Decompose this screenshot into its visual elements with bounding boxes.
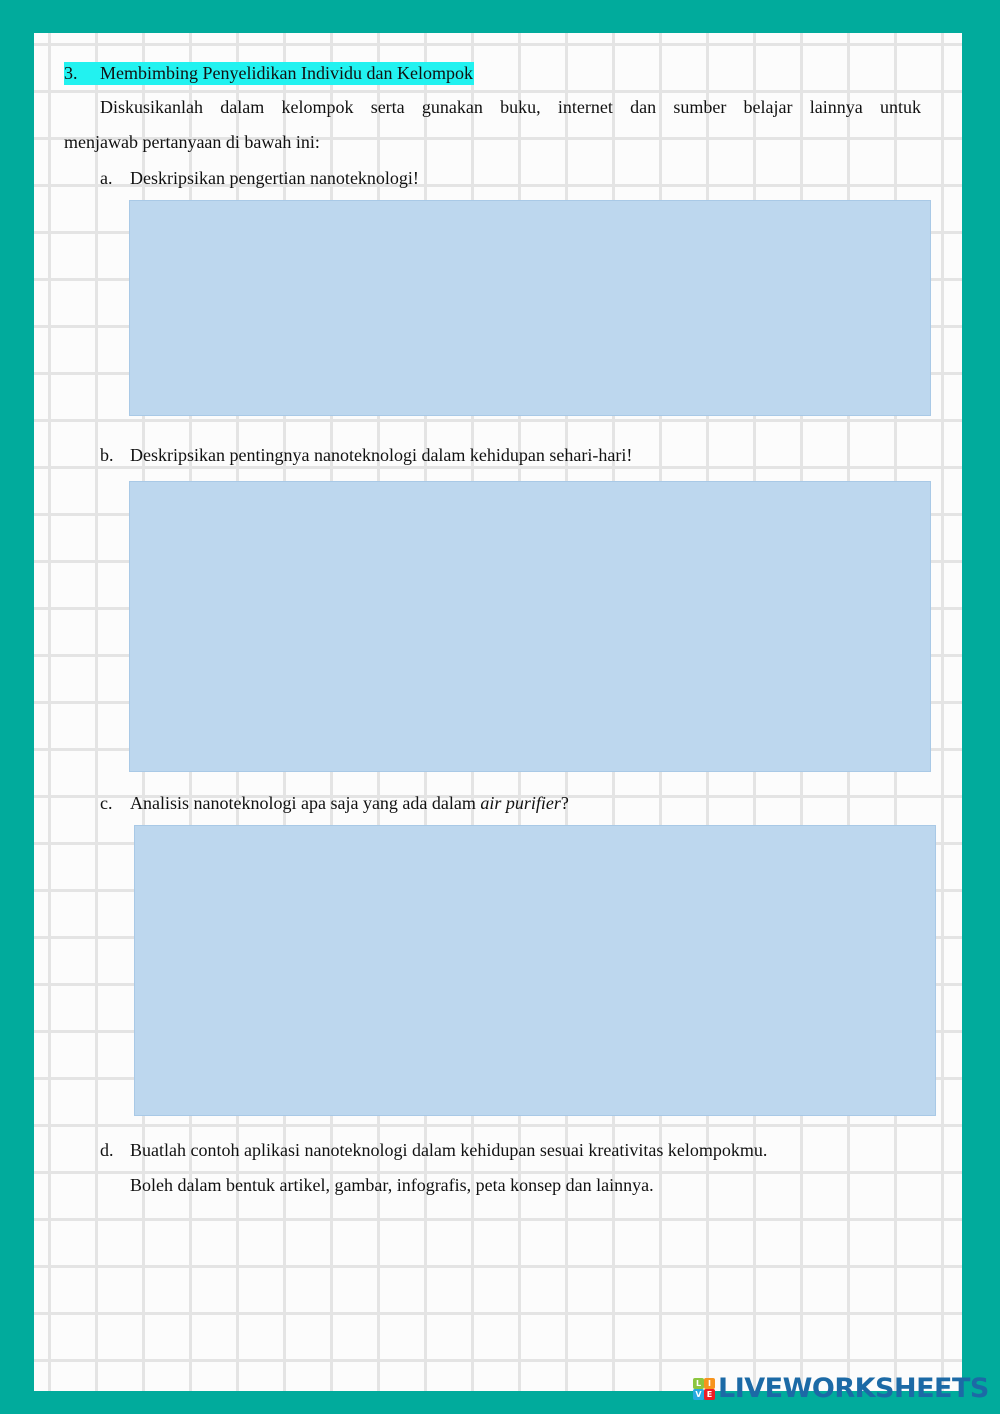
- question-letter: a.: [100, 168, 113, 188]
- section-heading: [64, 62, 474, 84]
- intro-line-1: Diskusikanlah dalam kelompok serta gunakan buku, internet dan sumber belajar lainnya untuk: [100, 97, 921, 117]
- question-letter: d.: [100, 1140, 114, 1160]
- logo-text: LIVEWORKSHEETS: [718, 1373, 989, 1404]
- question-b: [100, 444, 920, 466]
- logo-mark-letter: I: [704, 1378, 715, 1389]
- question-text: Buatlah contoh aplikasi nanoteknologi dalam kehidupan sesuai kreativitas kelompokmu.: [130, 1140, 768, 1160]
- question-text: Deskripsikan pengertian nanoteknologi!: [130, 168, 419, 188]
- question-text-before: Analisis nanoteknologi apa saja yang ada dalam: [130, 793, 481, 813]
- answer-box-c[interactable]: [134, 825, 936, 1116]
- question-text: Deskripsikan pentingnya nanoteknologi dalam kehidupan sehari-hari!: [130, 445, 633, 465]
- answer-box-b[interactable]: [129, 481, 931, 772]
- question-text-after: ?: [560, 793, 569, 813]
- logo-mark-letter: V: [693, 1389, 704, 1400]
- question-letter: c.: [100, 793, 113, 813]
- question-c: [100, 792, 920, 814]
- liveworksheets-logo: [693, 1374, 989, 1404]
- question-text: [130, 792, 569, 814]
- logo-mark-letter: L: [693, 1378, 704, 1389]
- intro-line-2: menjawab pertanyaan di bawah ini:: [64, 132, 320, 152]
- liveworksheets-logo-icon: [693, 1378, 715, 1400]
- question-d: [100, 1139, 920, 1161]
- question-a: [100, 167, 920, 189]
- section-title: Membimbing Penyelidikan Individu dan Kelompok: [100, 63, 473, 83]
- question-text-italic: air purifier: [480, 793, 561, 813]
- answer-box-a[interactable]: [129, 200, 931, 416]
- logo-mark-letter: E: [704, 1389, 715, 1400]
- question-letter: b.: [100, 445, 114, 465]
- question-d-continuation: Boleh dalam bentuk artikel, gambar, infografis, peta konsep dan lainnya.: [130, 1175, 654, 1195]
- section-number: 3.: [64, 63, 78, 83]
